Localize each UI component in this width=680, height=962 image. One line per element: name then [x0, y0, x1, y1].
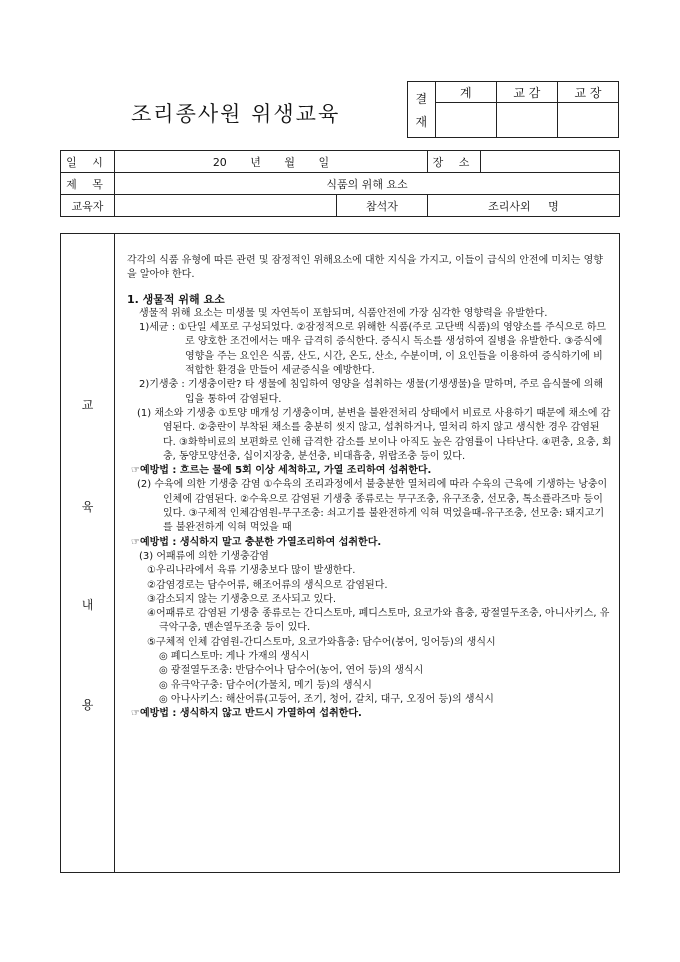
fish-item-3: ③감소되지 않는 기생충으로 조사되고 있다.	[147, 593, 337, 605]
fish-subitem-3: ◎ 유극악구충: 담수어(가물치, 메기 등)의 생식시	[159, 679, 372, 691]
fish-subitem-4: ◎ 아나사키스: 해산어류(고등어, 조기, 청어, 갈치, 대구, 오징어 등)의 생식시	[159, 693, 494, 705]
vegetable-parasite-paragraph: (1) 채소와 기생충 ①토양 매개성 기생충이며, 분변을 불완전처리 상태에서 비료로 사용하기 때문에 채소에 감염된다. ②충란이 부착된 채소를 충분히 씻지 않고, 섭취하거나, 열처리 하지 않고 생식한 경우 감염된다. ③화학비료의 보편화로 인해 급격한 감소를 보이나 아직도 높은 감염률이 나타난다. ④편충, 요충, 회충, 동양모양선충, 십이지장충, 분선충, 비대흡충, 위랍조충 등이 있다.	[137, 407, 612, 462]
fish-item-4: ④어패류로 감염된 기생충 종류로는 간디스토마, 폐디스토마, 요코가와 흡충, 광절열두조충, 아니사키스, 유극악구충, 맨손열두조충 등이 있다.	[147, 608, 610, 634]
place-value	[481, 151, 620, 173]
intro-text: 각각의 식품 유형에 따른 관련 및 잠정적인 위해요소에 대한 지식을 가지고, 이들이 급식의 안전에 미치는 영향을 알아야 한다.	[127, 255, 603, 281]
approval-sign-2[interactable]	[496, 103, 557, 138]
attendee-label: 참석자	[336, 195, 427, 217]
approval-header-3: 교 장	[557, 82, 618, 103]
side-label-1: 교	[81, 398, 94, 412]
side-label-3: 내	[81, 598, 94, 612]
document-title: 조리종사원 위생교육	[131, 102, 341, 126]
info-table	[60, 150, 620, 217]
prevention-1: ☞예방법 : 흐르는 물에 5회 이상 세척하고, 가열 조리하여 섭취한다.	[131, 465, 432, 477]
approval-sign-3[interactable]	[557, 103, 618, 138]
section-title: 1. 생물적 위해 요소	[127, 292, 225, 306]
fish-subitem-2: ◎ 광절열두조충: 반담수어나 담수어(농어, 연어 등)의 생식시	[159, 665, 424, 677]
meat-parasite-paragraph: (2) 수육에 의한 기생충 감염 ①수육의 조리과정에서 불충분한 열처리에 따라 수육의 근육에 기생하는 낭충이 인체에 감염된다. ②수육으로 감염된 기생충 종류로는 무구조충, 유구조충, 선모충, 톡소플라즈마 등이 있다. ③구체적 인체감염원-무구조충: 쇠고기를 불완전하게 익혀 먹었을때-유구조충, 선모충: 돼지고기를 불완전하게 익혀 먹었을 때	[137, 479, 608, 534]
place-label: 장 소	[428, 151, 481, 173]
parasite-paragraph: 2)기생충 : 기생충이란? 타 생물에 침입하여 영양을 섭취하는 생물(기생생물)을 말하며, 주로 음식물에 의해 입을 통하여 감염된다.	[139, 379, 604, 405]
instructor-label: 교육자	[61, 195, 115, 217]
date-label: 일 시	[61, 151, 115, 173]
approval-side-label-1: 결	[415, 91, 428, 106]
section-description: 생물적 위해 요소는 미생물 및 자연독이 포함되며, 식품안전에 가장 심각한 영향력을 유발한다.	[139, 307, 548, 319]
content-box	[60, 233, 620, 873]
fish-item-1: ①우리나라에서 육류 기생충보다 많이 발생한다.	[147, 565, 356, 577]
fish-item-2: ②감염경로는 담수어류, 해조어류의 생식으로 감염된다.	[147, 579, 388, 591]
date-value: 20 년 월 일	[115, 151, 428, 173]
content-body	[127, 254, 612, 722]
attendee-value: 조리사외 명	[428, 195, 620, 217]
approval-header-1: 계	[435, 82, 496, 103]
content-side-column	[61, 234, 115, 872]
instructor-value	[115, 195, 337, 217]
side-label-4: 용	[81, 698, 94, 712]
approval-sign-1[interactable]	[435, 103, 496, 138]
bacteria-paragraph: 1)세균 : ①단일 세포로 구성되었다. ②잠정적으로 위해한 식품(주로 고단백 식품)의 영양소를 주식으로 하므로 양호한 조건에서는 매우 급격히 증식한다. 증식시 독소를 생성하여 질병을 유발한다. ③증식에 영향을 주는 요인은 식품, 산도, 시간, 온도, 산소, 수분이며, 이 요인들을 이용하여 증식하기에 비 적합한 환경을 만들어 세균증식을 예방한다.	[139, 322, 607, 377]
prevention-3: ☞예방법 : 생식하지 않고 반드시 가열하여 섭취한다.	[131, 708, 362, 720]
fish-item-5: ⑤구체적 인체 감염원-간디스토마, 요코가와흡충: 담수어(붕어, 잉어등)의 생식시	[147, 636, 496, 648]
approval-table	[407, 81, 619, 138]
subject-label: 제 목	[61, 173, 115, 195]
fish-parasite-title: (3) 어패류에 의한 기생충감염	[139, 550, 269, 562]
fish-subitem-1: ◎ 폐디스토마: 게나 가재의 생식시	[159, 651, 310, 663]
approval-side-label-2: 재	[415, 114, 428, 129]
approval-side-label	[408, 82, 436, 138]
prevention-2: ☞예방법 : 생식하지 말고 충분한 가열조리하여 섭취한다.	[131, 536, 382, 548]
side-label-2: 육	[81, 500, 94, 514]
subject-value: 식품의 위해 요소	[115, 173, 620, 195]
approval-header-2: 교 감	[496, 82, 557, 103]
